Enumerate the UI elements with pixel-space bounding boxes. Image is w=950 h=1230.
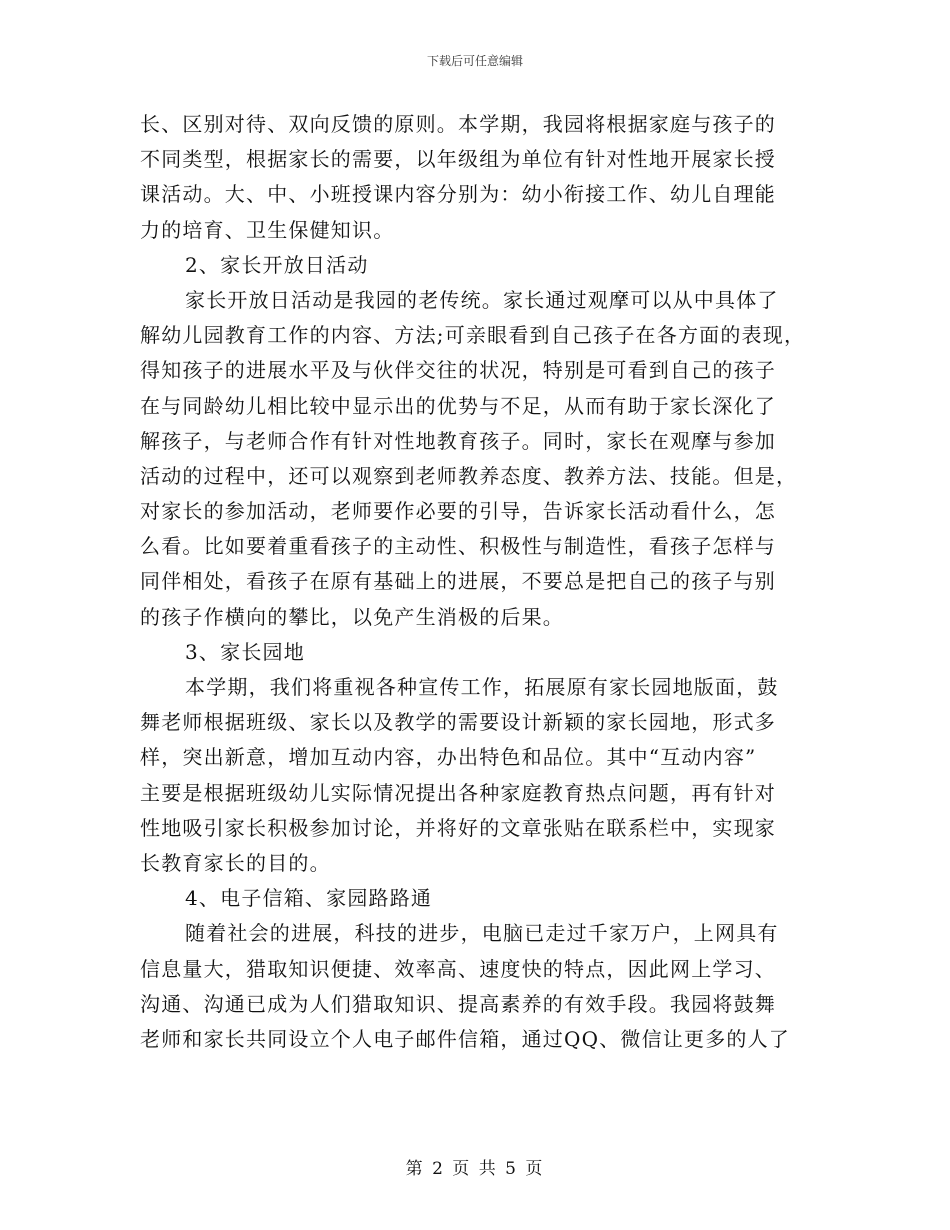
page-footer: 第 2 页 共 5 页 [405, 1159, 545, 1179]
text-line: 老师和家长共同设立个人电子邮件信箱，通过QQ、微信让更多的人了 [140, 1026, 790, 1051]
section-heading: 3、家长园地 [185, 639, 305, 664]
text-line: 解孩子，与老师合作有针对性地教育孩子。同时，家长在观摩与参加 [140, 428, 776, 453]
text-line: 在与同龄幼儿相比较中显示出的优势与不足，从而有助于家长深化了 [140, 393, 776, 418]
text-line: 主要是根据班级幼儿实际情况提出各种家庭教育热点问题，再有针对 [140, 780, 776, 805]
text-line: 力的培育、卫生保健知识。 [140, 217, 395, 242]
text-line: 得知孩子的进展水平及与伙伴交往的状况，特别是可看到自己的孩子 [140, 358, 776, 383]
text-line: 的孩子作横向的攀比，以免产生消极的后果。 [140, 604, 564, 629]
text-line: 解幼儿园教育工作的内容、方法;可亲眼看到自己孩子在各方面的表现， [140, 323, 806, 348]
text-line: 对家长的参加活动，老师要作必要的引导，告诉家长活动看什么，怎 [140, 499, 776, 524]
text-line: 样，突出新意，增加互动内容，办出特色和品位。其中“互动内容” [140, 745, 757, 770]
text-line: 沟通、沟通已成为人们猎取知识、提高素养的有效手段。我园将鼓舞 [140, 991, 776, 1016]
text-line: 同伴相处，看孩子在原有基础上的进展，不要总是把自己的孩子与别 [140, 569, 776, 594]
text-line: 舞老师根据班级、家长以及教学的需要设计新颖的家长园地，形式多 [140, 710, 776, 735]
text-line: 家长开放日活动是我园的老传统。家长通过观摩可以从中具体了 [185, 287, 779, 312]
section-heading: 4、电子信箱、家园路路通 [185, 886, 433, 911]
text-line: 性地吸引家长积极参加讨论，并将好的文章张贴在联系栏中，实现家 [140, 815, 776, 840]
text-line: 本学期，我们将重视各种宣传工作，拓展原有家长园地版面，鼓 [185, 675, 779, 699]
document-body [140, 107, 820, 1057]
text-line: 信息量大，猎取知识便捷、效率高、速度快的特点，因此网上学习、 [140, 956, 776, 981]
text-line: 活动的过程中，还可以观察到老师教养态度、教养方法、技能。但是， [140, 463, 798, 488]
text-line: 长、区别对待、双向反馈的原则。本学期，我园将根据家庭与孩子的 [140, 112, 776, 136]
page-header: 下载后可任意编辑 [426, 54, 523, 68]
section-heading: 2、家长开放日活动 [185, 252, 369, 277]
text-line: 不同类型，根据家长的需要，以年级组为单位有针对性地开展家长授 [140, 147, 776, 172]
text-line: 随着社会的进展，科技的进步，电脑已走过千家万户，上网具有 [185, 921, 779, 946]
text-line: 课活动。大、中、小班授课内容分别为：幼小衔接工作、幼儿自理能 [140, 182, 776, 207]
text-line: 长教育家长的目的。 [140, 850, 331, 875]
text-line: 么看。比如要着重看孩子的主动性、积极性与制造性，看孩子怎样与 [140, 534, 776, 559]
